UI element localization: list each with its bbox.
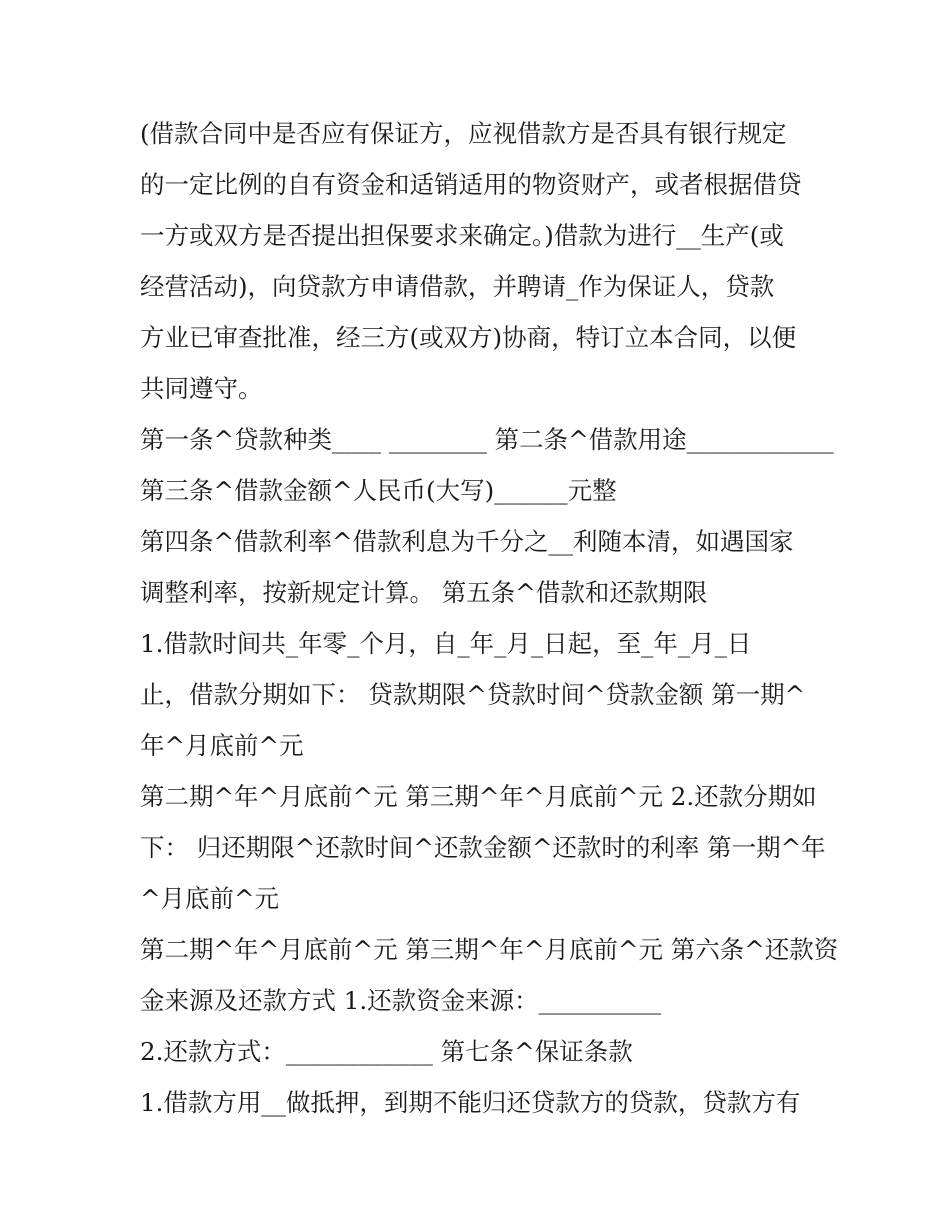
text-line: 第二期^年^月底前^元 第三期^年^月底前^元 第六条^还款资 [140,935,839,964]
text-line: 第四条^借款利率^借款利息为千分之__利随本清，如遇国家 [140,527,794,556]
text-line: 的一定比例的自有资金和适销适用的物资财产，或者根据借贷 [140,170,802,199]
text-line: 止，借款分期如下： 贷款期限^贷款时间^贷款金额 第一期^ [140,680,806,709]
text-line: 1.借款时间共_年零_个月，自_年_月_日起，至_年_月_日 [140,629,752,658]
text-line: 第一条^贷款种类____ ________ 第二条^借款用途____________ [140,425,834,454]
text-line: 第三条^借款金额^人民币(大写)______元整 [140,476,617,505]
text-line: 下： 归还期限^还款时间^还款金额^还款时的利率 第一期^年 [140,833,826,862]
text-line: 调整利率，按新规定计算。 第五条^借款和还款期限 [140,578,708,607]
text-line: 金来源及还款方式 1.还款资金来源：__________ [140,986,662,1015]
text-line: 一方或双方是否提出担保要求来确定。)借款为进行__生产(或 [140,221,784,250]
text-line: (借款合同中是否应有保证方，应视借款方是否具有银行规定 [140,119,787,148]
text-line: 方业已审查批准，经三方(或双方)协商，特订立本合同，以便 [140,323,797,352]
text-line: 第二期^年^月底前^元 第三期^年^月底前^元 2.还款分期如 [140,782,817,811]
text-line: 经营活动)，向贷款方申请借款，并聘请_作为保证人，贷款 [140,272,775,301]
text-line: 年^月底前^元 [140,731,304,760]
text-line: 共同遵守。 [140,374,263,403]
text-line: ^月底前^元 [140,884,280,913]
text-line: 2.还款方式：____________ 第七条^保证条款 [140,1037,633,1066]
contract-text [140,108,839,1128]
text-line: 1.借款方用__做抵押，到期不能归还贷款方的贷款，贷款方有 [140,1088,801,1117]
